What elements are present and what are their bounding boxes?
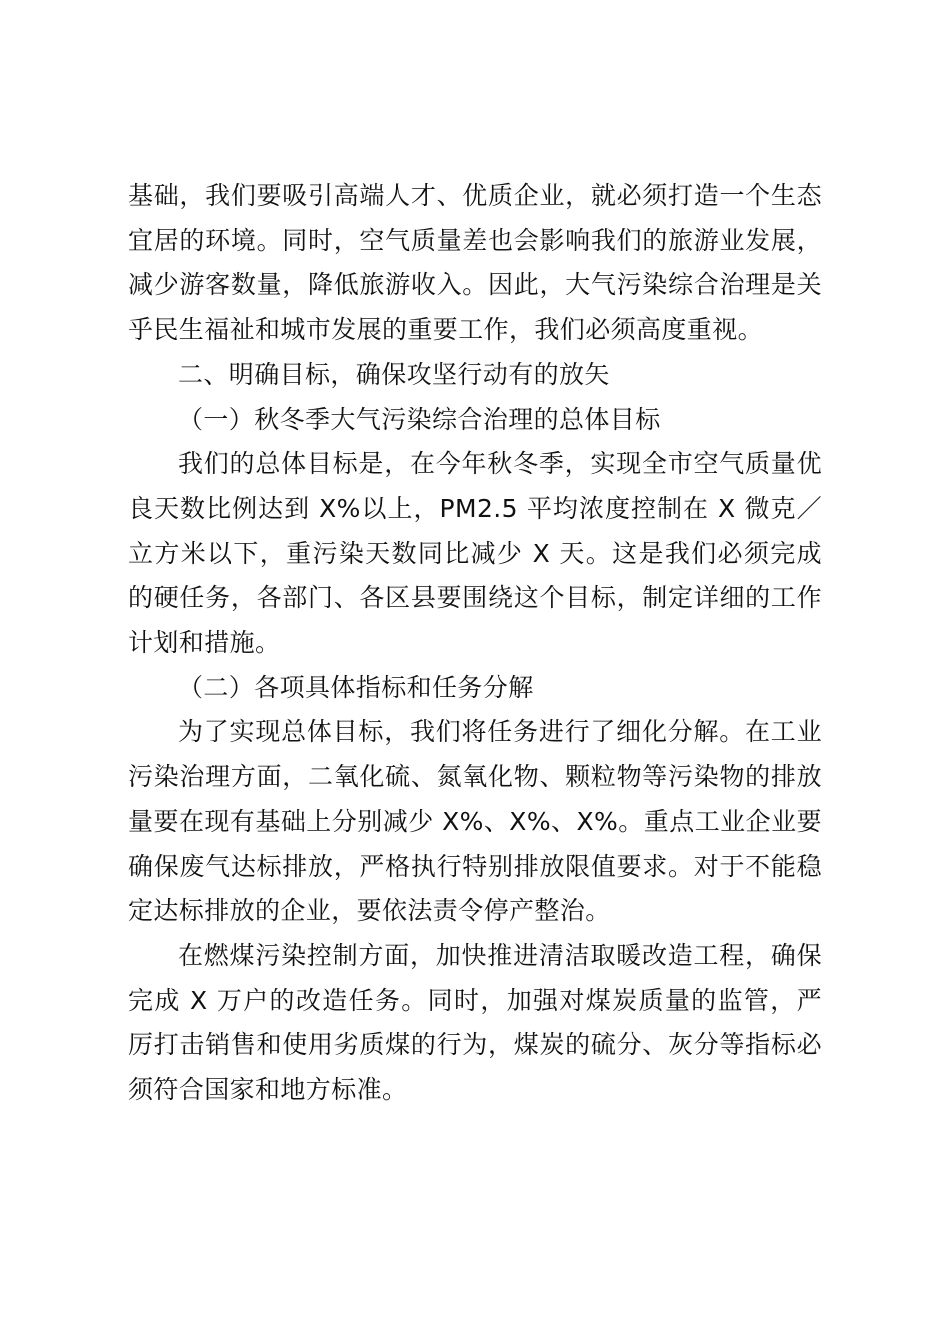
subsection-heading-2: （二）各项具体指标和任务分解 xyxy=(178,672,534,702)
paragraph-continuation: 基础，我们要吸引高端人才、优质企业，就必须打造一个生态宜居的环境。同时，空气质量差也会影响我们的旅游业发展，减少游客数量，降低旅游收入。因此，大气污染综合治理是关乎民生福祉和城市发展的重要工作，我们必须高度重视。 xyxy=(128,181,822,345)
paragraph-task-breakdown: 为了实现总体目标，我们将任务进行了细化分解。在工业污染治理方面，二氧化硫、氮氧化物、颗粒物等污染物的排放量要在现有基础上分别减少 X%、X%、X%。重点工业企业要确保废气达标排放，严格执行特别排放限值要求。对于不能稳定达标排放的企业，要依法责令停产整治。 xyxy=(128,717,822,926)
section-heading: 二、明确目标，确保攻坚行动有的放矢 xyxy=(178,359,610,389)
paragraph-coal-control: 在燃煤污染控制方面，加快推进清洁取暖改造工程，确保完成 X 万户的改造任务。同时，加强对煤炭质量的监管，严厉打击销售和使用劣质煤的行为，煤炭的硫分、灰分等指标必须符合国家和地方标准。 xyxy=(128,940,822,1105)
document-body xyxy=(128,174,822,1113)
subsection-heading-1: （一）秋冬季大气污染综合治理的总体目标 xyxy=(178,404,661,434)
paragraph-overall-goal: 我们的总体目标是，在今年秋冬季，实现全市空气质量优良天数比例达到 X%以上，PM2.5 平均浓度控制在 X 微克／立方米以下，重污染天数同比减少 X 天。这是我们必须完成的硬任务，各部门、各区县要围绕这个目标，制定详细的工作计划和措施。 xyxy=(128,449,822,658)
